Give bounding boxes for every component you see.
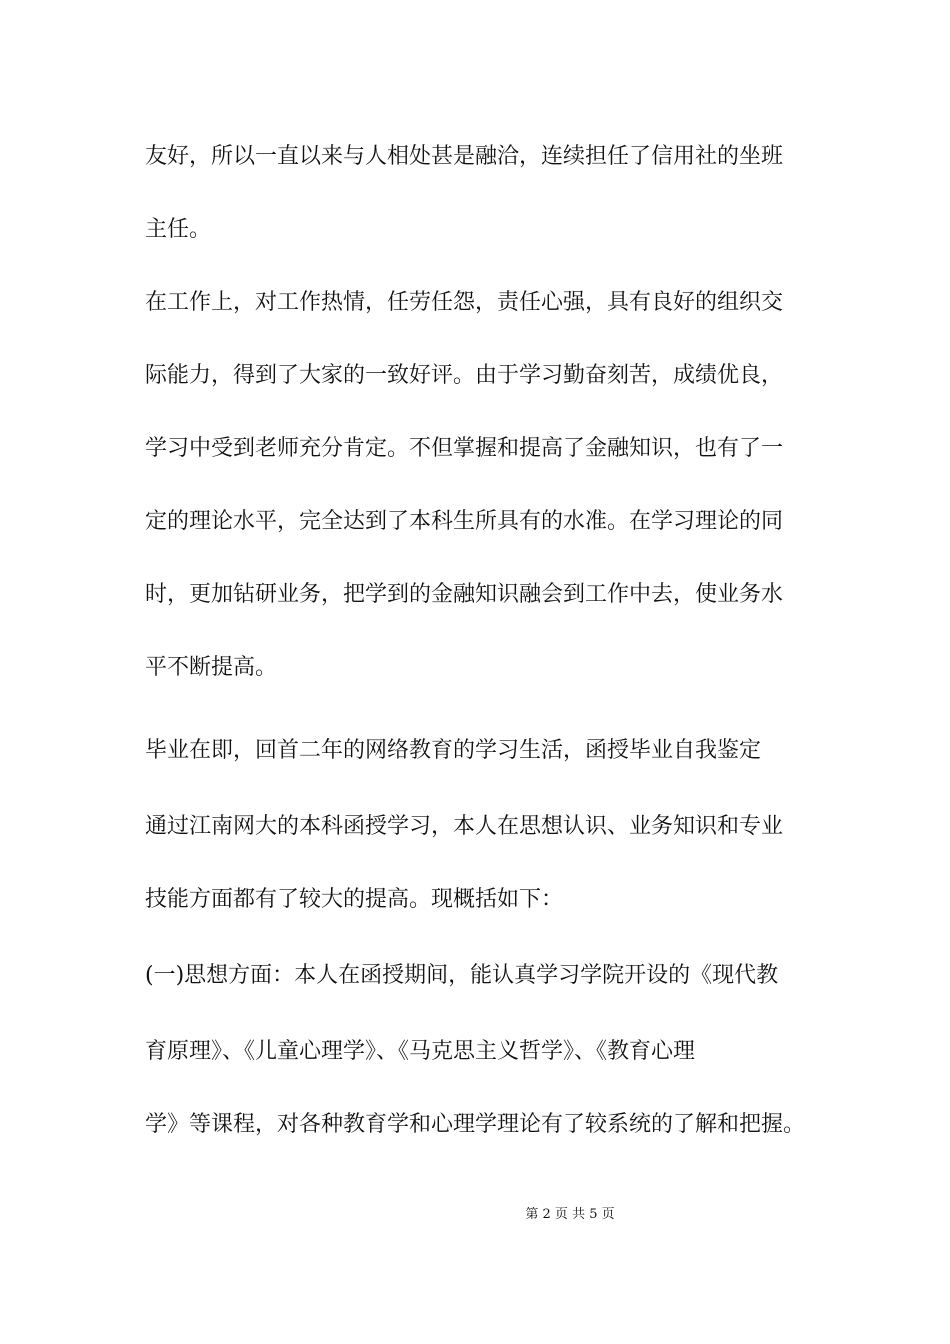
text-line: 友好，所以一直以来与人相处甚是融洽，连续担任了信用社的坐班 <box>145 144 784 169</box>
text-line: 平不断提高。 <box>145 655 278 680</box>
text-line: 在工作上，对工作热情，任劳任怨，责任心强，具有良好的组织交 <box>145 290 784 315</box>
text-line: 时，更加钻研业务，把学到的金融知识融会到工作中去，使业务水 <box>145 582 784 607</box>
text-line: 学习中受到老师充分肯定。不但掌握和提高了金融知识，也有了一 <box>145 436 784 461</box>
text-line: 际能力，得到了大家的一致好评。由于学习勤奋刻苦，成绩优良， <box>145 363 784 388</box>
text-line: 育原理》、《儿童心理学》、《马克思主义哲学》、《教育心理 <box>145 1039 696 1064</box>
text-line: 学》等课程，对各种教育学和心理学理论有了较系统的了解和把握。 <box>145 1112 806 1137</box>
text-line: 毕业在即，回首二年的网络教育的学习生活，函授毕业自我鉴定 <box>145 738 762 763</box>
text-line: 通过江南网大的本科函授学习，本人在思想认识、业务知识和专业 <box>145 814 784 839</box>
text-line: 主任。 <box>145 217 212 242</box>
text-line: 定的理论水平，完全达到了本科生所具有的水准。在学习理论的同 <box>145 509 784 534</box>
text-line: 技能方面都有了较大的提高。现概括如下： <box>145 887 564 912</box>
page-footer: 第 2 页 共 5 页 <box>525 1207 615 1222</box>
text-line: (一)思想方面：本人在函授期间，能认真学习学院开设的《现代教 <box>145 963 779 988</box>
